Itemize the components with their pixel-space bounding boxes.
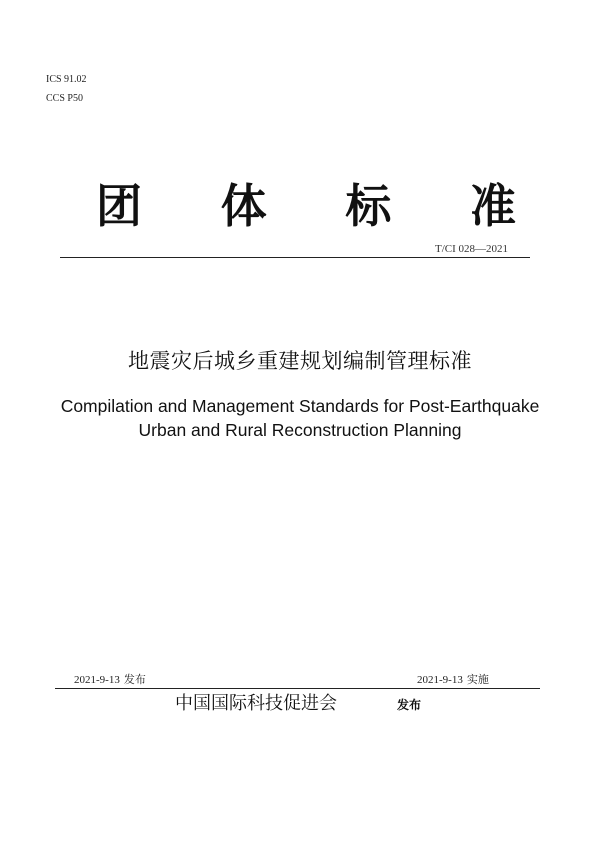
publisher-name: 中国国际科技促进会 xyxy=(175,693,337,714)
implementation-label: 实施 xyxy=(466,673,489,686)
ccs-code: CCS P50 xyxy=(46,93,83,104)
publisher-label: 发布 xyxy=(397,698,422,712)
issue-date: 2021-9-13 xyxy=(74,674,120,686)
issue-label: 发布 xyxy=(123,673,146,686)
standard-type-char: 准 xyxy=(469,179,516,233)
standard-type-char: 标 xyxy=(345,179,392,233)
implementation-date: 2021-9-13 xyxy=(417,674,463,686)
standard-type-char: 团 xyxy=(96,179,142,233)
title-chinese: 地震灾后城乡重建规划编制管理标准 xyxy=(128,349,472,373)
ics-code: ICS 91.02 xyxy=(46,74,87,85)
issue-date-block xyxy=(74,671,146,687)
standard-type-char: 体 xyxy=(220,179,267,233)
standard-number: T/CI 028—2021 xyxy=(434,243,508,255)
implementation-date-block xyxy=(417,671,489,687)
title-english-line: Urban and Rural Reconstruction Planning xyxy=(138,420,462,440)
standard-type-heading xyxy=(96,178,516,234)
title-english-line: Compilation and Management Standards for Post-Earthquake xyxy=(60,396,540,416)
header-divider xyxy=(60,257,530,258)
title-english xyxy=(0,394,600,442)
